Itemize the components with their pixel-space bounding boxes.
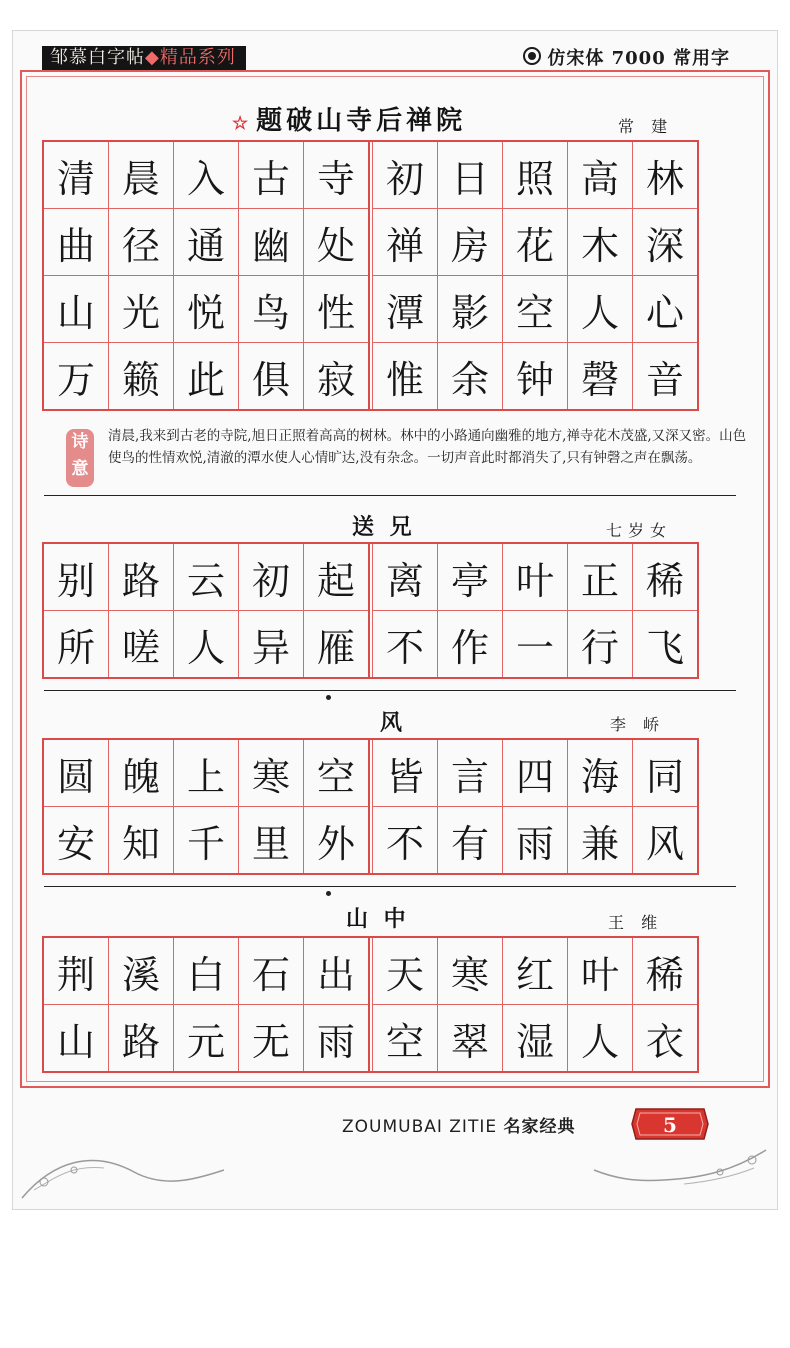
top-header bbox=[42, 40, 752, 70]
character-cell: 路 bbox=[109, 543, 174, 611]
character-cell: 山 bbox=[43, 276, 109, 343]
character-cell: 翠 bbox=[438, 1005, 503, 1073]
character-cell: 稀 bbox=[633, 543, 699, 611]
series-sub: ◆精品系列 bbox=[145, 47, 236, 68]
character-cell: 曲 bbox=[43, 209, 109, 276]
character-cell: 出 bbox=[304, 937, 370, 1005]
character-cell: 叶 bbox=[568, 937, 633, 1005]
character-cell: 正 bbox=[568, 543, 633, 611]
character-cell: 俱 bbox=[239, 343, 304, 411]
series-name: 邹慕白字帖 bbox=[50, 47, 145, 68]
character-cell: 湿 bbox=[503, 1005, 568, 1073]
character-cell: 有 bbox=[438, 807, 503, 875]
character-cell: 径 bbox=[109, 209, 174, 276]
page-number-badge bbox=[630, 1107, 710, 1141]
character-cell: 深 bbox=[633, 209, 699, 276]
grid-row bbox=[43, 543, 698, 611]
character-cell: 亭 bbox=[438, 543, 503, 611]
character-cell: 籁 bbox=[109, 343, 174, 411]
character-cell: 磬 bbox=[568, 343, 633, 411]
character-cell: 木 bbox=[568, 209, 633, 276]
character-cell: 悦 bbox=[174, 276, 239, 343]
divider-dot bbox=[326, 891, 331, 896]
character-cell: 鸟 bbox=[239, 276, 304, 343]
character-cell: 石 bbox=[239, 937, 304, 1005]
character-cell: 通 bbox=[174, 209, 239, 276]
character-cell: 寂 bbox=[304, 343, 370, 411]
character-cell: 海 bbox=[568, 739, 633, 807]
character-cell: 荆 bbox=[43, 937, 109, 1005]
book-title-text: 仿宋体 7000 常用字 bbox=[547, 48, 730, 69]
poem-author-4: 王 维 bbox=[608, 913, 664, 932]
character-cell: 房 bbox=[438, 209, 503, 276]
character-cell: 飞 bbox=[633, 611, 699, 679]
poem-title-2: 送 兄 bbox=[352, 514, 416, 540]
character-cell: 千 bbox=[174, 807, 239, 875]
character-cell: 异 bbox=[239, 611, 304, 679]
section-divider bbox=[44, 886, 736, 887]
character-cell: 幽 bbox=[239, 209, 304, 276]
character-cell: 空 bbox=[304, 739, 370, 807]
character-cell: 空 bbox=[503, 276, 568, 343]
character-cell: 嗟 bbox=[109, 611, 174, 679]
character-cell: 白 bbox=[174, 937, 239, 1005]
character-cell: 寺 bbox=[304, 141, 370, 209]
series-tag bbox=[42, 46, 246, 70]
grid-row bbox=[43, 1005, 698, 1073]
character-cell: 影 bbox=[438, 276, 503, 343]
character-cell: 别 bbox=[43, 543, 109, 611]
character-cell: 一 bbox=[503, 611, 568, 679]
character-cell: 惟 bbox=[373, 343, 438, 411]
divider-dot bbox=[326, 695, 331, 700]
character-cell: 雨 bbox=[304, 1005, 370, 1073]
practice-grid-4 bbox=[42, 936, 699, 1073]
character-cell: 知 bbox=[109, 807, 174, 875]
character-cell: 无 bbox=[239, 1005, 304, 1073]
character-cell: 余 bbox=[438, 343, 503, 411]
character-cell: 叶 bbox=[503, 543, 568, 611]
character-cell: 稀 bbox=[633, 937, 699, 1005]
character-cell: 行 bbox=[568, 611, 633, 679]
poem-title-1: ☆ 题破山寺后禅院 bbox=[232, 106, 467, 136]
character-cell: 处 bbox=[304, 209, 370, 276]
grid-row bbox=[43, 343, 698, 411]
practice-grid-2 bbox=[42, 542, 699, 679]
character-cell: 四 bbox=[503, 739, 568, 807]
character-cell: 溪 bbox=[109, 937, 174, 1005]
character-cell: 高 bbox=[568, 141, 633, 209]
character-cell: 照 bbox=[503, 141, 568, 209]
character-cell: 衣 bbox=[633, 1005, 699, 1073]
grid-row bbox=[43, 937, 698, 1005]
character-cell: 兼 bbox=[568, 807, 633, 875]
character-cell: 魄 bbox=[109, 739, 174, 807]
poem-author-3: 李 峤 bbox=[610, 715, 666, 734]
grid-row bbox=[43, 209, 698, 276]
character-cell: 空 bbox=[373, 1005, 438, 1073]
section-divider bbox=[44, 495, 736, 496]
grid-row bbox=[43, 739, 698, 807]
practice-grid-1 bbox=[42, 140, 699, 411]
page-number: 5 bbox=[663, 1113, 677, 1137]
character-cell: 古 bbox=[239, 141, 304, 209]
character-cell: 同 bbox=[633, 739, 699, 807]
character-cell: 林 bbox=[633, 141, 699, 209]
character-cell: 光 bbox=[109, 276, 174, 343]
character-cell: 音 bbox=[633, 343, 699, 411]
grid-row bbox=[43, 611, 698, 679]
character-cell: 禅 bbox=[373, 209, 438, 276]
character-cell: 心 bbox=[633, 276, 699, 343]
character-cell: 花 bbox=[503, 209, 568, 276]
meaning-seal: 诗 意 bbox=[66, 429, 94, 487]
character-cell: 红 bbox=[503, 937, 568, 1005]
meaning-text: 清晨,我来到古老的寺院,旭日正照着高高的树林。林中的小路通向幽雅的地方,禅寺花木茂盛,又深又密。山色使鸟的性情欢悦,清澈的潭水使人心情旷达,没有杂念。一切声音此时都消失了,只有钟磬之声在飘荡。 bbox=[108, 428, 747, 466]
character-cell: 元 bbox=[174, 1005, 239, 1073]
footer-brand: ZOUMUBAI ZITIE 名家经典 bbox=[342, 1117, 576, 1137]
grid-row bbox=[43, 141, 698, 209]
character-cell: 路 bbox=[109, 1005, 174, 1073]
character-cell: 安 bbox=[43, 807, 109, 875]
circle-target-icon bbox=[523, 47, 541, 65]
character-cell: 人 bbox=[568, 1005, 633, 1073]
character-cell: 所 bbox=[43, 611, 109, 679]
grid-row bbox=[43, 807, 698, 875]
character-cell: 潭 bbox=[373, 276, 438, 343]
book-title bbox=[523, 44, 730, 70]
grid-row bbox=[43, 276, 698, 343]
character-cell: 雨 bbox=[503, 807, 568, 875]
character-cell: 初 bbox=[373, 141, 438, 209]
poem-title-4: 山 中 bbox=[346, 906, 410, 932]
poem-author-1: 常 建 bbox=[618, 117, 674, 136]
character-cell: 寒 bbox=[239, 739, 304, 807]
character-cell: 外 bbox=[304, 807, 370, 875]
practice-grid-3 bbox=[42, 738, 699, 875]
character-cell: 初 bbox=[239, 543, 304, 611]
character-cell: 里 bbox=[239, 807, 304, 875]
character-cell: 上 bbox=[174, 739, 239, 807]
character-cell: 圆 bbox=[43, 739, 109, 807]
character-cell: 清 bbox=[43, 141, 109, 209]
star-icon: ☆ bbox=[232, 113, 253, 134]
character-cell: 言 bbox=[438, 739, 503, 807]
character-cell: 性 bbox=[304, 276, 370, 343]
character-cell: 不 bbox=[373, 807, 438, 875]
section-divider bbox=[44, 690, 736, 691]
character-cell: 天 bbox=[373, 937, 438, 1005]
poem-title-3: 风 bbox=[380, 710, 407, 736]
character-cell: 云 bbox=[174, 543, 239, 611]
character-cell: 万 bbox=[43, 343, 109, 411]
character-cell: 风 bbox=[633, 807, 699, 875]
character-cell: 晨 bbox=[109, 141, 174, 209]
character-cell: 日 bbox=[438, 141, 503, 209]
character-cell: 人 bbox=[568, 276, 633, 343]
character-cell: 钟 bbox=[503, 343, 568, 411]
character-cell: 离 bbox=[373, 543, 438, 611]
character-cell: 寒 bbox=[438, 937, 503, 1005]
character-cell: 作 bbox=[438, 611, 503, 679]
character-cell: 皆 bbox=[373, 739, 438, 807]
character-cell: 雁 bbox=[304, 611, 370, 679]
poem-author-2: 七岁女 bbox=[606, 521, 673, 540]
character-cell: 此 bbox=[174, 343, 239, 411]
character-cell: 山 bbox=[43, 1005, 109, 1073]
character-cell: 人 bbox=[174, 611, 239, 679]
character-cell: 不 bbox=[373, 611, 438, 679]
character-cell: 起 bbox=[304, 543, 370, 611]
character-cell: 入 bbox=[174, 141, 239, 209]
